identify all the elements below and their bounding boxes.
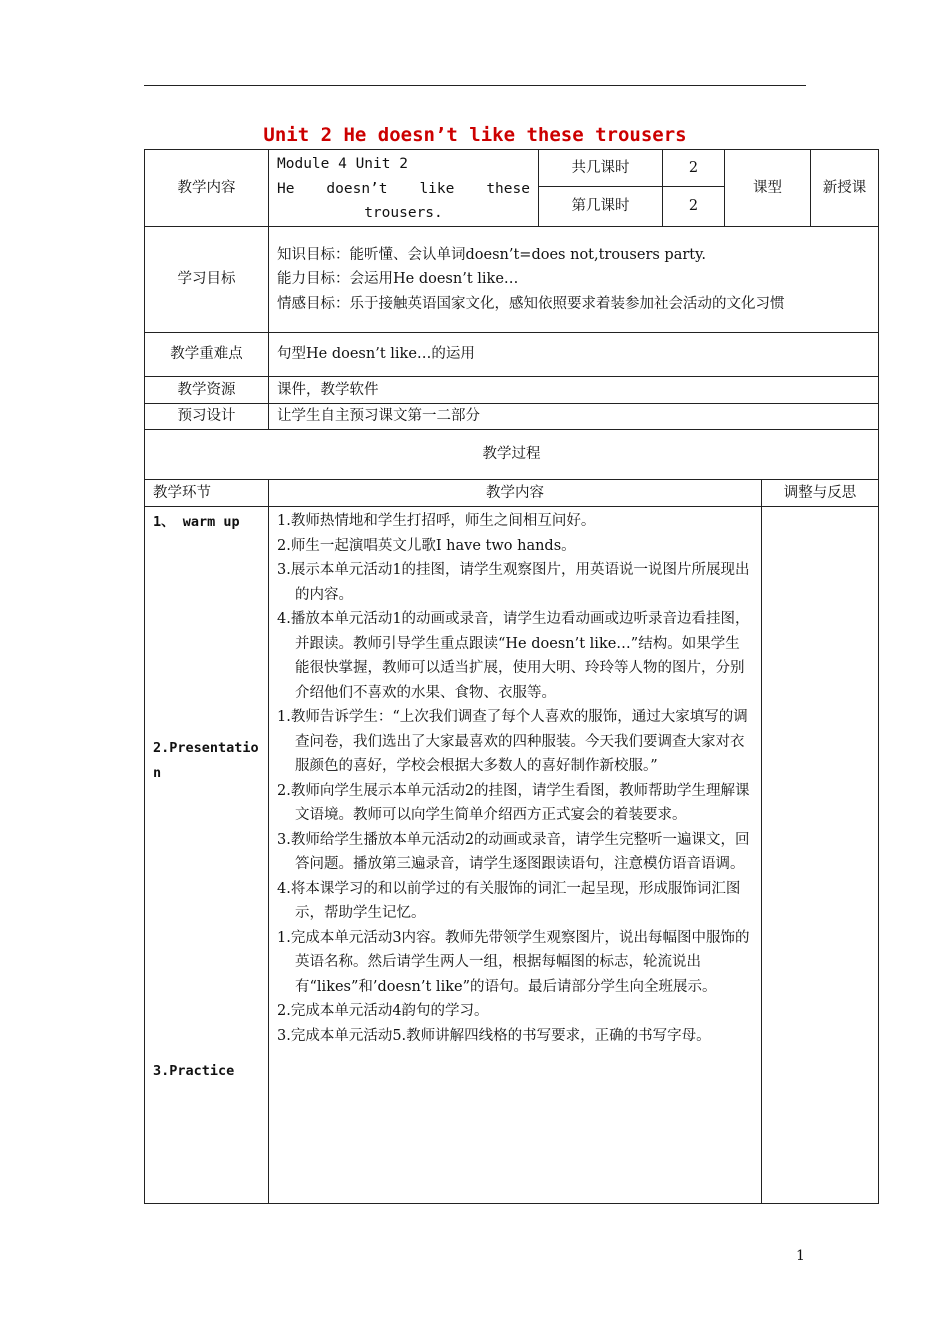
type-label: 课型 (725, 150, 811, 227)
content-column (269, 507, 762, 1204)
process-table (144, 479, 879, 1204)
goal-ability: 能力目标：会运用He doesn’t like… (277, 271, 519, 288)
practice-list (277, 926, 753, 1049)
total-lessons-label: 共几课时 (539, 150, 663, 187)
goal-emotion: 情感目标：乐于接触英语国家文化，感知依照要求着装参加社会活动的文化习惯 (277, 295, 785, 312)
total-lessons-value: 2 (663, 150, 725, 187)
col-stage-header: 教学环节 (145, 480, 269, 507)
list-item: 4.将本课学习的和以前学过的有关服饰的词汇一起呈现，形成服饰词汇图示，帮助学生记忆。 (277, 880, 741, 921)
content-value (269, 150, 539, 227)
col-content-header: 教学内容 (269, 480, 762, 507)
col-reflect-header: 调整与反思 (762, 480, 879, 507)
type-value: 新授课 (811, 150, 879, 227)
content-label: 教学内容 (145, 150, 269, 227)
preview-label: 预习设计 (145, 404, 269, 430)
lesson-plan-table (144, 149, 879, 480)
list-item: 1.教师热情地和学生打招呼，师生之间相互问好。 (277, 513, 596, 529)
list-item: 1.教师告诉学生：“上次我们调查了每个人喜欢的服饰，通过大家填写的调查问卷，我们选出了大家最喜欢的四种服装。今天我们要调查大家对衣服颜色的喜好，学校会根据大多数人的喜好制作新校服。” (277, 709, 748, 774)
page-number: 1 (796, 1248, 805, 1264)
goal-knowledge: 知识目标：能听懂、会认单词doesn’t=does not,trousers party. (277, 246, 706, 263)
goals-label: 学习目标 (145, 227, 269, 333)
preview-value: 让学生自主预习课文第一二部分 (269, 404, 879, 430)
list-item: 3.展示本单元活动1的挂图，请学生观察图片，用英语说一说图片所展现出的内容。 (277, 562, 750, 603)
reflect-column (762, 507, 879, 1204)
list-item: 2.完成本单元活动4韵句的学习。 (277, 1003, 489, 1019)
list-item: 4.播放本单元活动1的动画或录音，请学生边看动画或边听录音边看挂图，并跟读。教师引导学生重点跟读“He doesn’t like…”结构。如果学生能很快掌握，教师可以适当扩展，使用大明、玲玲等人物的图片，分别介绍他们不喜欢的水果、食物、衣服等。 (277, 611, 750, 701)
stage-warmup: 1、 warm up (153, 514, 240, 530)
subject-end: trousers. (364, 205, 443, 221)
stage-presentation: 2.Presentation (153, 740, 259, 781)
lesson-no-value: 2 (663, 187, 725, 227)
stage-column (145, 507, 269, 1204)
resources-label: 教学资源 (145, 377, 269, 404)
goals-value (269, 227, 879, 333)
resources-value: 课件，教学软件 (269, 377, 879, 404)
header-rule (144, 85, 806, 86)
list-item: 2.师生一起演唱英文儿歌I have two hands。 (277, 537, 576, 554)
stage-practice: 3.Practice (153, 1063, 235, 1079)
process-title: 教学过程 (145, 430, 879, 480)
page-title: Unit 2 He doesn’t like these trousers (263, 124, 687, 146)
subject-words: He doesn’t like these (277, 180, 530, 197)
list-item: 3.完成本单元活动5.教师讲解四线格的书写要求，正确的书写字母。 (277, 1027, 711, 1044)
presentation-list (277, 705, 753, 926)
list-item: 1.完成本单元活动3内容。教师先带领学生观察图片，说出每幅图中服饰的英语名称。然后请学生两人一组，根据每幅图的标志，轮流说出有“likes”和’doesn’t like”的语句。最后请部分学生向全班展示。 (277, 929, 750, 995)
lesson-no-label: 第几课时 (539, 187, 663, 227)
list-item: 3.教师给学生播放本单元活动2的动画或录音，请学生完整听一遍课文，回答问题。播放第三遍录音，请学生逐图跟读语句，注意模仿语音语调。 (277, 831, 750, 872)
module-line: Module 4 Unit 2 (277, 156, 408, 172)
key-points-label: 教学重难点 (145, 333, 269, 377)
warmup-list (277, 509, 753, 705)
list-item: 2.教师向学生展示本单元活动2的挂图，请学生看图，教师帮助学生理解课文语境。教师可以向学生简单介绍西方正式宴会的着装要求。 (277, 782, 750, 823)
key-points-value: 句型He doesn’t like…的运用 (269, 333, 879, 377)
